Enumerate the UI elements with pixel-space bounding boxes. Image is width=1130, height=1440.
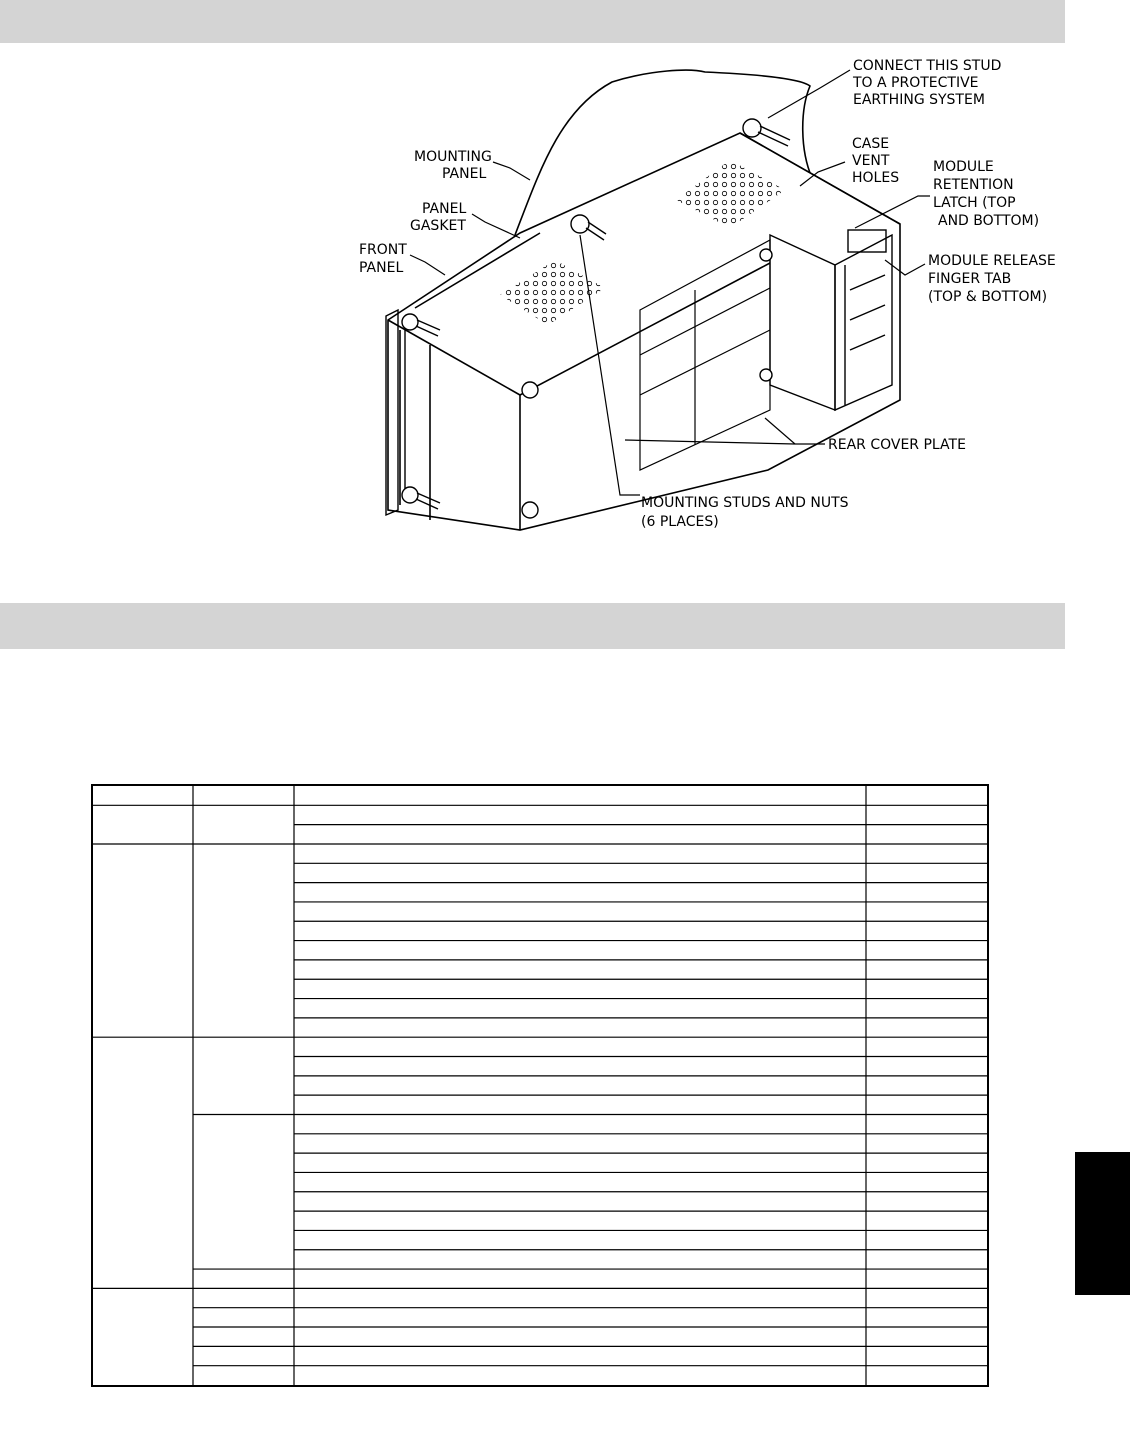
callout-retention-latch-line4: AND BOTTOM) — [938, 213, 1040, 229]
svg-text:EARTHING SYSTEM — [853, 92, 985, 108]
ordering-table-grid — [93, 786, 987, 1385]
callout-studs-nuts — [641, 495, 849, 530]
svg-text:HOLES — [852, 170, 899, 186]
callout-studs-nuts-line1: MOUNTING STUDS AND NUTS — [641, 495, 849, 511]
callout-release-tab-line1: MODULE RELEASE — [928, 253, 1056, 269]
callout-rear-cover-line1: REAR COVER PLATE — [828, 437, 966, 453]
callout-front-panel — [359, 242, 407, 276]
callout-connect-stud — [852, 58, 1001, 108]
rear-mounting-diagram — [0, 0, 1130, 600]
callout-connect-stud-line1: CONNECT THIS STUD — [853, 58, 1002, 74]
callout-mounting-panel — [414, 149, 492, 182]
callout-retention-latch — [933, 159, 1039, 229]
svg-text:LATCH (TOP — [933, 195, 1016, 211]
svg-text:AND BOTTOM) — [938, 213, 1039, 229]
callout-retention-latch-line3: LATCH (TOP — [933, 195, 1016, 211]
callout-front-panel-line1: FRONT — [359, 242, 407, 258]
callout-case-vent-line1: CASE — [852, 136, 890, 152]
callout-retention-latch-line1: MODULE — [933, 159, 994, 175]
callout-release-tab — [928, 253, 1056, 305]
section-index-tab — [1075, 1152, 1130, 1295]
svg-text:(6 PLACES) — [641, 514, 719, 530]
svg-text:PANEL — [359, 260, 403, 276]
svg-text:FINGER TAB — [928, 271, 1011, 287]
svg-text:MODULE RELEASE — [928, 253, 1056, 269]
callout-release-tab-line2: FINGER TAB — [928, 271, 1012, 287]
callout-studs-nuts-line2: (6 PLACES) — [641, 514, 719, 530]
svg-text:GASKET — [410, 218, 466, 234]
svg-text:CASE — [852, 136, 889, 152]
callout-front-panel-line2: PANEL — [359, 260, 404, 276]
ordering-table — [91, 784, 989, 1387]
svg-text:MOUNTING — [414, 149, 492, 165]
callout-case-vent-line3: HOLES — [852, 170, 900, 186]
svg-text:PANEL — [422, 201, 466, 217]
callout-panel-gasket-line2: GASKET — [410, 218, 466, 234]
svg-text:(TOP & BOTTOM) — [928, 289, 1047, 305]
svg-text:TO A PROTECTIVE — [852, 75, 979, 91]
svg-text:FRONT — [359, 242, 407, 258]
callout-connect-stud-line2: TO A PROTECTIVE — [853, 75, 979, 91]
callout-case-vent-line2: VENT — [852, 153, 890, 169]
callout-rear-cover — [828, 437, 966, 453]
svg-text:CONNECT THIS STUD — [853, 58, 1001, 74]
callout-mounting-panel-line2: PANEL — [442, 166, 487, 182]
callout-connect-stud-line3: EARTHING SYSTEM — [853, 92, 985, 108]
callout-panel-gasket — [410, 201, 466, 234]
svg-text:VENT — [852, 153, 890, 169]
svg-text:MOUNTING STUDS AND NUTS — [641, 495, 849, 511]
svg-text:PANEL — [442, 166, 486, 182]
svg-text:RETENTION — [933, 177, 1014, 193]
svg-text:REAR COVER PLATE — [828, 437, 966, 453]
callout-retention-latch-line2: RETENTION — [933, 177, 1014, 193]
svg-text:MODULE — [933, 159, 994, 175]
callout-release-tab-line3: (TOP & BOTTOM) — [928, 289, 1048, 305]
callout-case-vent — [852, 136, 899, 186]
callout-panel-gasket-line1: PANEL — [422, 201, 467, 217]
callout-mounting-panel-line1: MOUNTING — [414, 149, 492, 165]
section-header-band — [0, 603, 1065, 649]
case-body — [388, 133, 900, 530]
